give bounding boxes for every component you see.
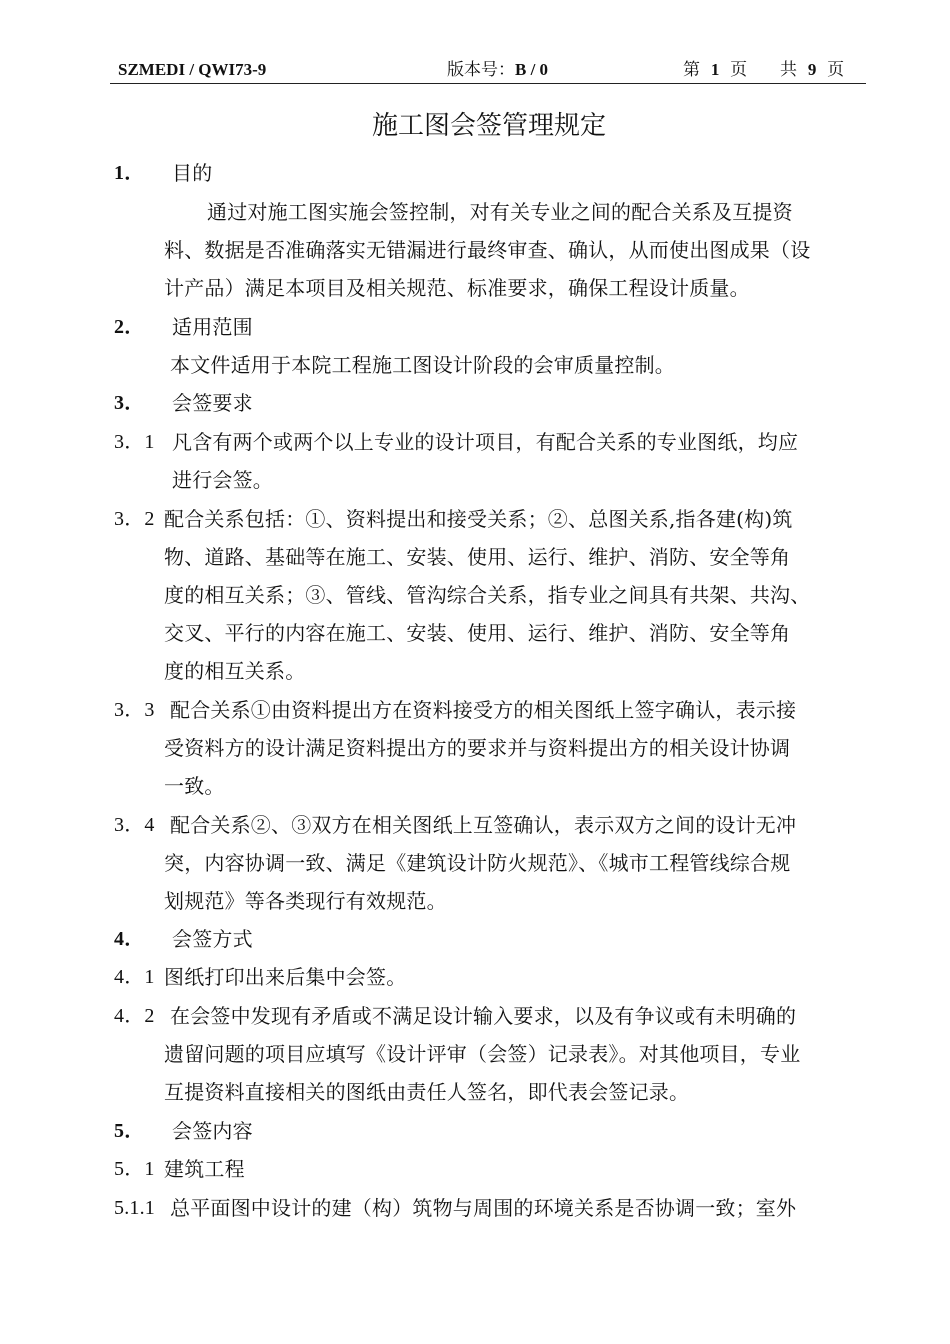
section-5-number: 5．	[114, 1120, 145, 1142]
section-1-number: 1．	[114, 162, 145, 184]
section-2-heading: 适用范围	[172, 315, 253, 339]
clause-3-3-text-line: 受资料方的设计满足资料提出方的要求并与资料提出方的相关设计协调	[164, 736, 791, 760]
section-1-heading: 目的	[172, 161, 213, 185]
total-pages: 共 9 页	[780, 60, 845, 80]
clause-5-1-number: 5．1	[114, 1158, 155, 1180]
clause-3-4-number: 3．4	[114, 814, 155, 836]
clause-4-2-text-line: 互提资料直接相关的图纸由责任人签名，即代表会签记录。	[164, 1080, 690, 1104]
section-1-text-line: 计产品）满足本项目及相关规范、标准要求，确保工程设计质量。	[164, 276, 750, 300]
section-4-heading: 会签方式	[172, 927, 253, 951]
clause-4-1-number: 4．1	[114, 966, 155, 988]
clause-4-1-text-line: 图纸打印出来后集中会签。	[164, 965, 407, 989]
clause-3-3-text-line: 一致。	[164, 774, 225, 798]
section-3-number: 3．	[114, 392, 145, 414]
doc-code: SZMEDI / QWI73-9	[118, 60, 267, 79]
clause-3-4-text-line: 划规范》等各类现行有效规范。	[164, 889, 447, 913]
clause-3-1-text-line: 进行会签。	[172, 468, 273, 492]
clause-3-3-text-line: 配合关系①由资料提出方在资料接受方的相关图纸上签字确认，表示接	[170, 698, 797, 722]
section-1-text-line: 料、数据是否准确落实无错漏进行最终审查、确认，从而使出图成果（设	[164, 238, 811, 262]
clause-3-1-number: 3．1	[114, 431, 155, 453]
page-number: 第 1 页	[683, 60, 748, 80]
section-3-heading: 会签要求	[172, 391, 253, 415]
version-value: B / 0	[515, 60, 549, 79]
page-title: 施工图会签管理规定	[371, 111, 606, 141]
clause-5-1-text-line: 建筑工程	[164, 1157, 245, 1181]
version-info	[447, 56, 548, 84]
clause-3-2-number: 3．2	[114, 508, 155, 530]
clause-3-3-number: 3．3	[114, 699, 155, 721]
header-divider	[110, 83, 866, 84]
section-1-text-line: 通过对施工图实施会签控制，对有关专业之间的配合关系及互提资	[207, 200, 793, 224]
clause-5-1-1-number: 5.1.1	[114, 1197, 155, 1219]
clause-3-2-text-line: 交叉、平行的内容在施工、安装、使用、运行、维护、消防、安全等角	[164, 621, 791, 645]
clause-4-2-text-line: 在会签中发现有矛盾或不满足设计输入要求，以及有争议或有未明确的	[170, 1004, 797, 1028]
section-2-number: 2．	[114, 316, 145, 338]
clause-3-2-text-line: 配合关系包括：①、资料提出和接受关系；②、总图关系,指各建(构)筑	[164, 507, 793, 531]
clause-4-2-number: 4．2	[114, 1005, 155, 1027]
clause-3-4-text-line: 突，内容协调一致、满足《建筑设计防火规范》、《城市工程管线综合规	[164, 851, 791, 875]
section-2-text-line: 本文件适用于本院工程施工图设计阶段的会审质量控制。	[170, 353, 675, 377]
clause-3-1-text-line: 凡含有两个或两个以上专业的设计项目，有配合关系的专业图纸，均应	[172, 430, 799, 454]
clause-3-4-text-line: 配合关系②、③双方在相关图纸上互签确认，表示双方之间的设计无冲	[170, 813, 797, 837]
section-4-number: 4．	[114, 928, 145, 950]
clause-4-2-text-line: 遗留问题的项目应填写《设计评审（会签）记录表》。对其他项目，专业	[164, 1042, 801, 1066]
section-5-heading: 会签内容	[172, 1119, 253, 1143]
clause-5-1-1-text-line: 总平面图中设计的建（构）筑物与周围的环境关系是否协调一致；室外	[170, 1196, 797, 1220]
version-label: 版本号：	[447, 60, 515, 80]
clause-3-2-text-line: 度的相互关系；③、管线、管沟综合关系，指专业之间具有共架、共沟、	[164, 583, 811, 607]
clause-3-2-text-line: 物、道路、基础等在施工、安装、使用、运行、维护、消防、安全等角	[164, 545, 791, 569]
clause-3-2-text-line: 度的相互关系。	[164, 659, 306, 683]
